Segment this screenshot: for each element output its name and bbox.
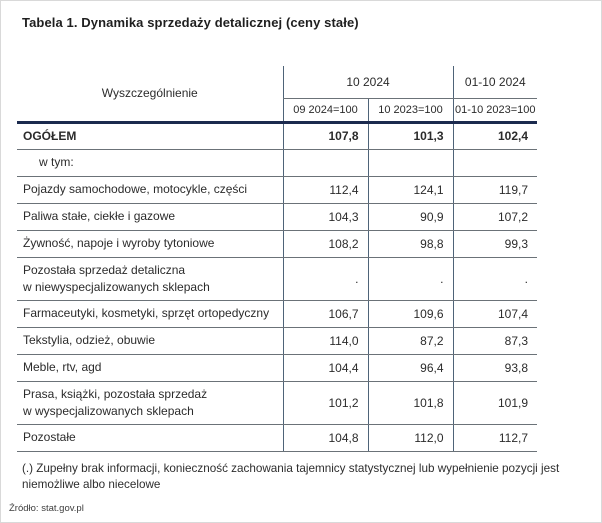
row-value: 90,9 xyxy=(368,203,453,230)
row-value: 119,7 xyxy=(453,176,537,203)
table-footnote: (.) Zupełny brak informacji, konieczność zachowania tajemnicy statystycznej lub wypełnienie pozycji jest niemożliwe albo niecelowe xyxy=(22,461,560,492)
row-value: 112,0 xyxy=(368,424,453,451)
row-label: Meble, rtv, agd xyxy=(17,354,283,381)
row-value: 106,7 xyxy=(283,300,368,327)
row-value: 107,4 xyxy=(453,300,537,327)
row-value: . xyxy=(368,257,453,300)
row-value: 93,8 xyxy=(453,354,537,381)
row-value xyxy=(453,149,537,176)
table-row-w-tym xyxy=(17,149,537,176)
table-row-ogolem xyxy=(17,122,537,149)
row-value: 87,3 xyxy=(453,327,537,354)
row-value: 101,2 xyxy=(283,381,368,424)
table-row-zywnosc xyxy=(17,230,537,257)
table-title: Tabela 1. Dynamika sprzedaży detalicznej (ceny stałe) xyxy=(22,15,359,30)
row-value: . xyxy=(453,257,537,300)
row-label: Żywność, napoje i wyroby tytoniowe xyxy=(17,230,283,257)
row-value: 112,4 xyxy=(283,176,368,203)
row-value: 98,8 xyxy=(368,230,453,257)
header-group-01-10-2024: 01-10 2024 xyxy=(453,66,537,98)
table-row-prasa xyxy=(17,381,537,424)
row-label: Tekstylia, odzież, obuwie xyxy=(17,327,283,354)
row-label-line1: Pozostała sprzedaż detaliczna xyxy=(23,263,186,278)
table-header xyxy=(17,66,537,122)
row-value: 114,0 xyxy=(283,327,368,354)
row-label-line2: w niewyspecjalizowanych sklepach xyxy=(23,279,210,294)
row-value: 101,8 xyxy=(368,381,453,424)
row-value: 104,3 xyxy=(283,203,368,230)
row-value: 112,7 xyxy=(453,424,537,451)
row-value: 101,3 xyxy=(368,122,453,149)
header-wyszczegolnienie: Wyszczególnienie xyxy=(17,66,283,122)
row-label: w tym: xyxy=(17,149,283,176)
header-sub-10-2023: 10 2023=100 xyxy=(368,98,453,122)
row-label: Pozostałe xyxy=(17,424,283,451)
row-value: 109,6 xyxy=(368,300,453,327)
row-value xyxy=(368,149,453,176)
row-value: 107,8 xyxy=(283,122,368,149)
header-sub-01-10-2023: 01-10 2023=100 xyxy=(453,98,537,122)
row-value: 124,1 xyxy=(368,176,453,203)
row-value: . xyxy=(283,257,368,300)
table-row-farmaceutyki xyxy=(17,300,537,327)
row-label: Farmaceutyki, kosmetyki, sprzęt ortopedyczny xyxy=(17,300,283,327)
row-value: 107,2 xyxy=(453,203,537,230)
row-label: OGÓŁEM xyxy=(17,122,283,149)
row-label xyxy=(17,381,283,424)
row-label: Pojazdy samochodowe, motocykle, części xyxy=(17,176,283,203)
table-row-pozostale xyxy=(17,424,537,451)
table-row-paliwa xyxy=(17,203,537,230)
source-note: Źródło: stat.gov.pl xyxy=(9,503,84,515)
row-value: 96,4 xyxy=(368,354,453,381)
table-row-tekstylia xyxy=(17,327,537,354)
table-row-pozostala-sprzedaz xyxy=(17,257,537,300)
row-label-line1: Prasa, książki, pozostała sprzedaż xyxy=(23,387,208,402)
header-sub-09-2024: 09 2024=100 xyxy=(283,98,368,122)
row-value: 87,2 xyxy=(368,327,453,354)
row-value: 104,4 xyxy=(283,354,368,381)
table-body xyxy=(17,122,537,451)
row-value: 99,3 xyxy=(453,230,537,257)
row-value: 108,2 xyxy=(283,230,368,257)
row-value: 102,4 xyxy=(453,122,537,149)
row-label xyxy=(17,257,283,300)
table-row-meble xyxy=(17,354,537,381)
table-row-pojazdy xyxy=(17,176,537,203)
row-value: 104,8 xyxy=(283,424,368,451)
row-label: Paliwa stałe, ciekłe i gazowe xyxy=(17,203,283,230)
row-value: 101,9 xyxy=(453,381,537,424)
retail-sales-table xyxy=(17,66,537,452)
row-value xyxy=(283,149,368,176)
row-label-line2: w wyspecjalizowanych sklepach xyxy=(23,403,194,418)
header-group-10-2024: 10 2024 xyxy=(283,66,453,98)
